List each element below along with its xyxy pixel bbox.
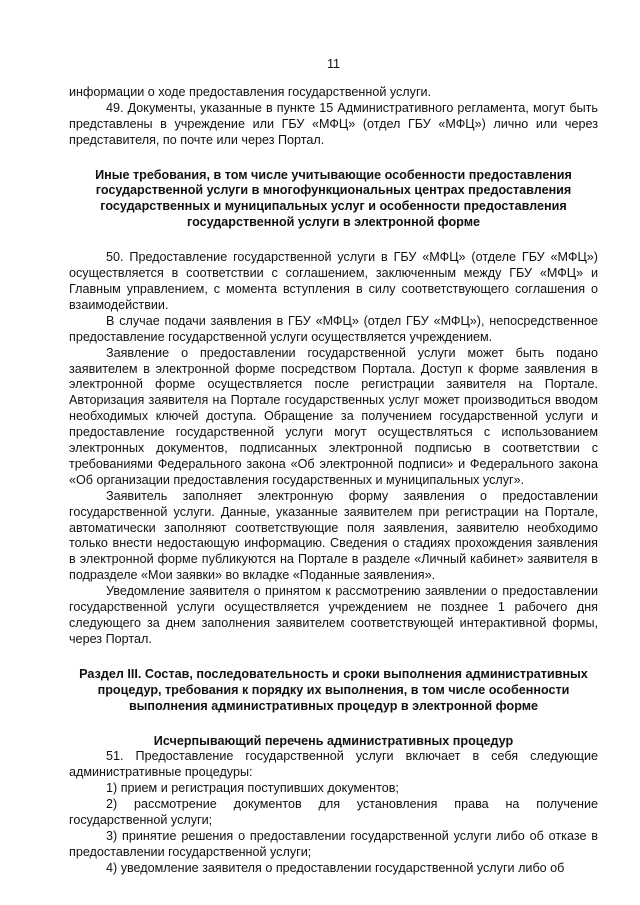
page-number: 11 bbox=[326, 57, 341, 71]
paragraph-51: 51. Предоставление государственной услуги включает в себя следующие административные процедуры: bbox=[69, 749, 598, 780]
paragraph-applicant-notification: Уведомление заявителя о принятом к рассмотрению заявлении о предоставлении государственной услуги осуществляется учреждением не позднее 1 рабочего дня следующего за днем заполнения заявителем соответствующей интерактивной формы, через Портал. bbox=[69, 584, 598, 646]
list-item-3: 3) принятие решения о предоставлении государственной услуги либо об отказе в предоставлении государственной услуги; bbox=[69, 828, 598, 859]
paragraph-continuation: информации о ходе предоставления государственной услуги. bbox=[69, 84, 432, 99]
section-heading-part-3: Раздел III. Состав, последовательность и сроки выполнения административных процедур, требования к порядку их выполнения, в том числе особенности выполнения административных процедур в электронной форме bbox=[79, 666, 588, 713]
paragraph-50: 50. Предоставление государственной услуги в ГБУ «МФЦ» (отделе ГБУ «МФЦ») осуществляется в соответствии с соглашением, заключенным между ГБУ «МФЦ» и Главным управлением, с момента вступления в силу соответствующего соглашения о взаимодействии. bbox=[69, 250, 598, 312]
list-item-2: 2) рассмотрение документов для установления права на получение государственной услуги; bbox=[69, 797, 598, 828]
paragraph-electronic-application: Заявление о предоставлении государственной услуги может быть подано заявителем в электронной форме посредством Портала. Доступ к форме заявления в электронной форме осуществляется после регистрации заявителя на Портале. Авторизация заявителя на Портале государственных услуг может производиться вводом необходимых ключей доступа. Обращение за получением государственной услуги и предоставление государственной услуги могут осуществляться с использованием электронных документов, подписанных электронной подписью в соответствии с требованиями Федерального закона «Об электронной подписи» и Федерального закона «Об организации предоставления государственных и муниципальных услуг». bbox=[69, 345, 598, 487]
paragraph-applicant-fills-form: Заявитель заполняет электронную форму заявления о предоставлении государственной услуги. Данные, указанные заявителем при регистрации на Портале, автоматически заполняют соответствующие поля заявления, заявителю необходимо только внести недостающую информацию. Сведения о стадиях прохождения заявления в электронной форме публикуются на Портале в разделе «Личный кабинет» заявителя в подразделе «Мои заявки» во вкладке «Поданные заявления». bbox=[69, 488, 598, 583]
section-heading-procedures-list: Исчерпывающий перечень административных процедур bbox=[153, 733, 514, 748]
list-item-4: 4) уведомление заявителя о предоставлении государственной услуги либо об bbox=[106, 860, 565, 875]
list-item-1: 1) прием и регистрация поступивших документов; bbox=[106, 781, 399, 796]
paragraph-mfc-application: В случае подачи заявления в ГБУ «МФЦ» (отдел ГБУ «МФЦ»), непосредственное предоставление государственной услуги осуществляется учреждением. bbox=[69, 313, 598, 344]
paragraph-49: 49. Документы, указанные в пункте 15 Административного регламента, могут быть представлены в учреждение или ГБУ «МФЦ» (отдел ГБУ «МФЦ») лично или через представителя, по почте или через Портал. bbox=[69, 100, 598, 147]
section-heading-other-requirements: Иные требования, в том числе учитывающие особенности предоставления государственной услуги в многофункциональных центрах предоставления государственных и муниципальных услуг и особенности предоставления государственной услуги в электронной форме bbox=[95, 167, 572, 230]
